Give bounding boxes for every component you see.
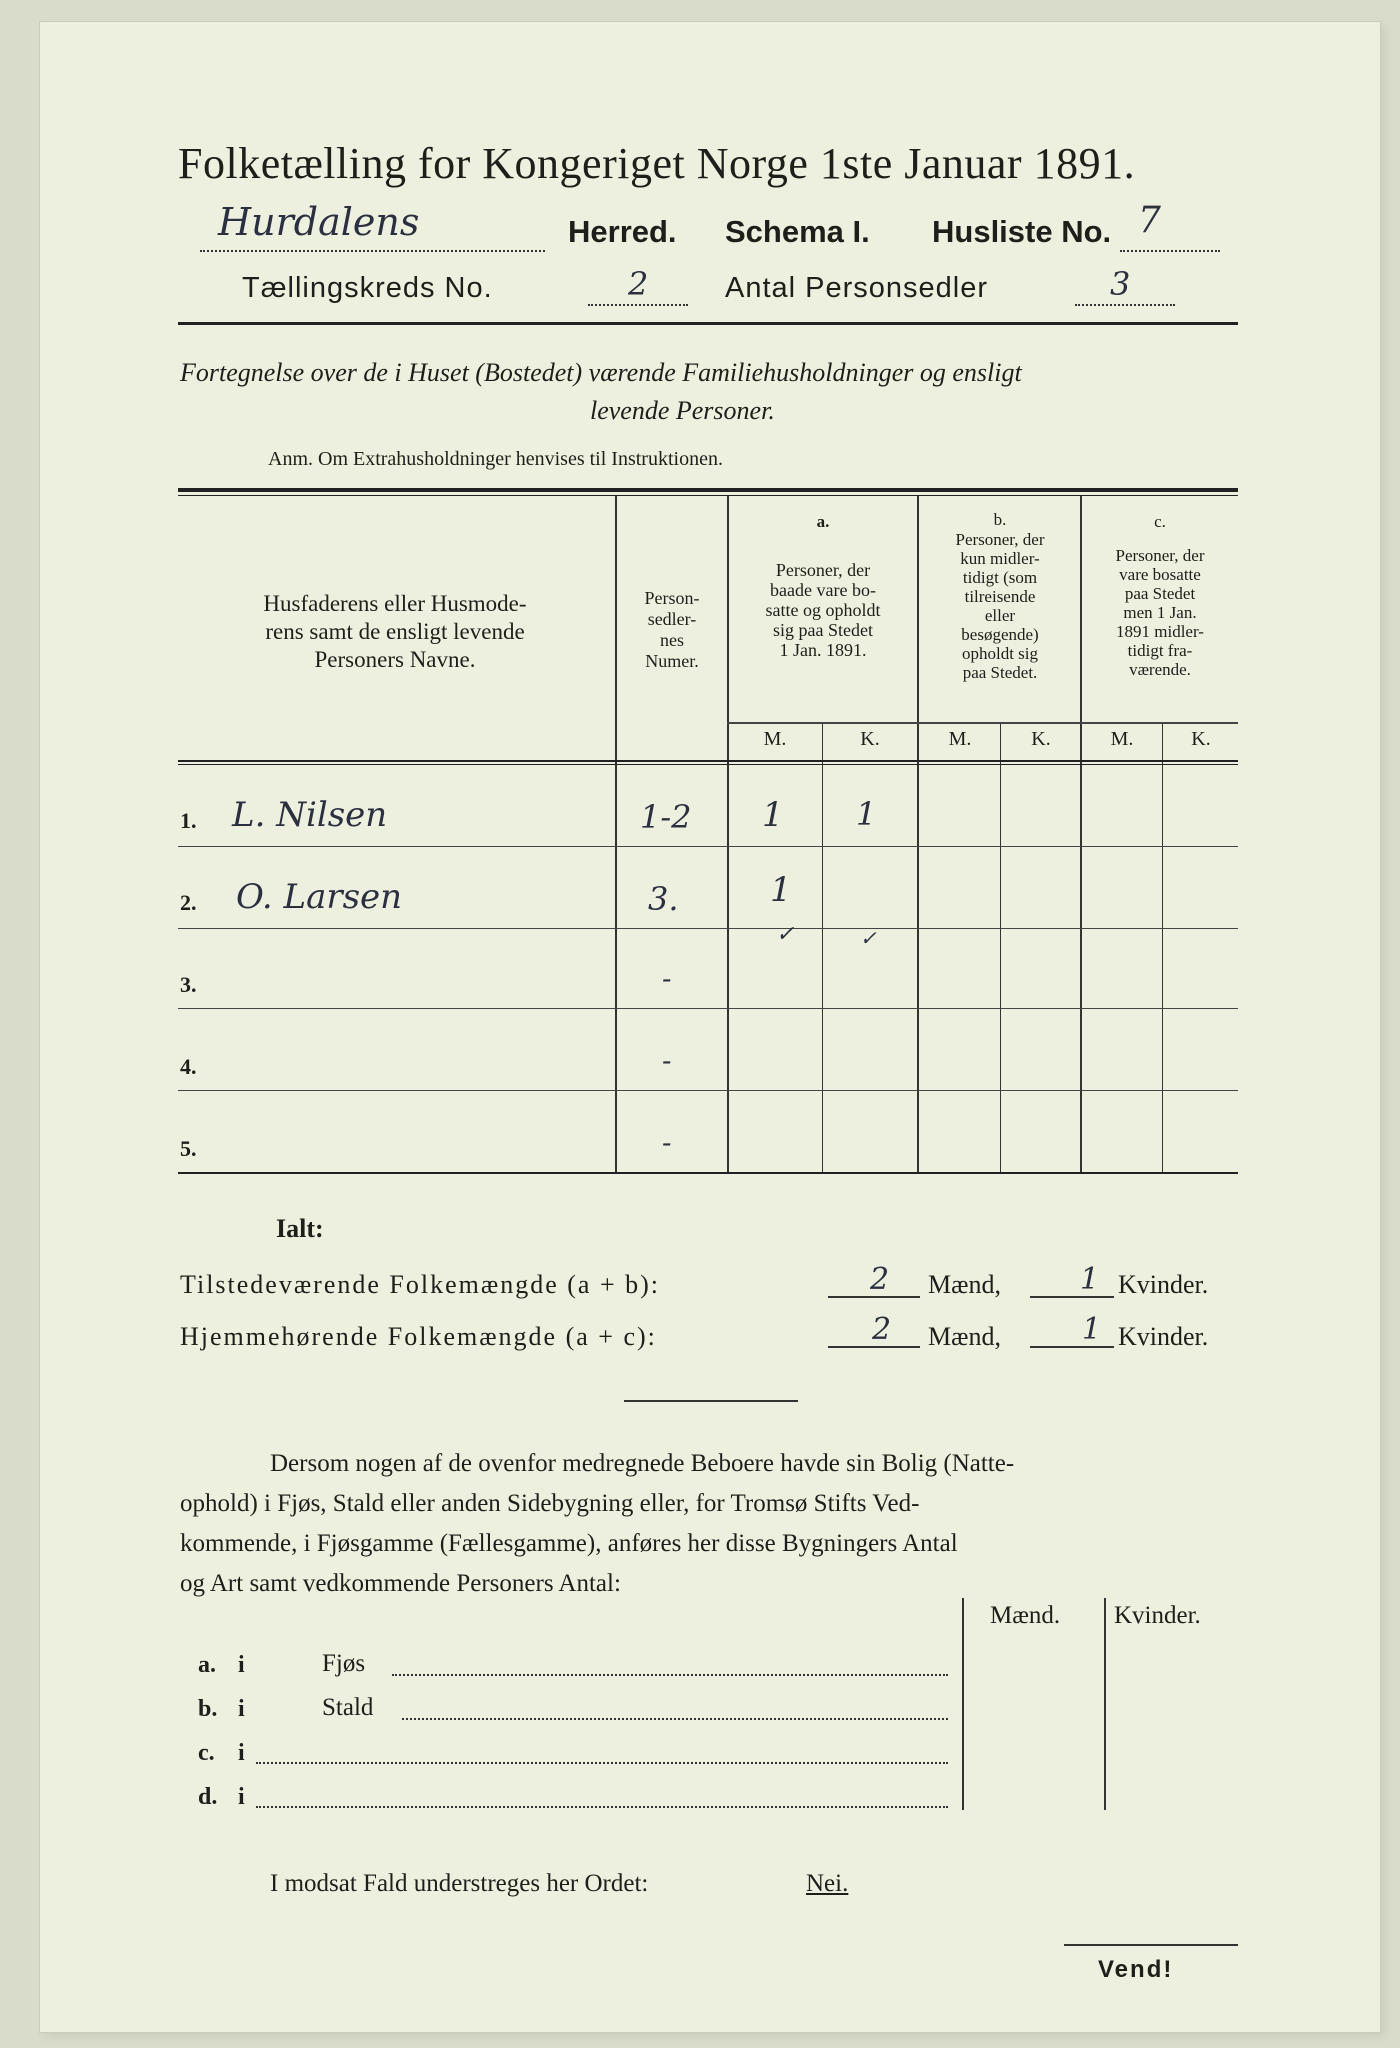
row-a-m: 1 — [770, 870, 792, 910]
anm-note: Anm. Om Extrahusholdninger henvises til Instruktionen. — [268, 448, 723, 470]
hjemme-kvinder-value: 1 — [1082, 1312, 1102, 1347]
row-person-numbers: 3. — [648, 880, 679, 918]
tilstede-kvinder-value: 1 — [1080, 1262, 1100, 1297]
buildings-maend-header: Mænd. — [990, 1602, 1061, 1629]
col-divider-a — [917, 496, 919, 1172]
building-item-i: i — [238, 1740, 245, 1766]
col-c-header: Personer, der vare bosatte paa Stedet men 1 Jan. 1891 midler- tidigt fra- værende. — [1115, 546, 1205, 679]
col-divider-c-mk — [1162, 724, 1163, 1172]
intro-line-2: levende Personer. — [590, 396, 775, 425]
check-mark: ✓ — [776, 922, 795, 947]
row-number: 4. — [180, 1054, 197, 1079]
col-a-header: Personer, der baade vare bo- satte og opholdt sig paa Stedet 1 Jan. 1891. — [765, 560, 881, 660]
tilstede-maend-label: Mænd, — [928, 1270, 1001, 1299]
building-item-letter: c. — [198, 1740, 215, 1766]
col-divider-num — [727, 496, 729, 1172]
buildings-para-line-3: kommende, i Fjøsgamme (Fællesgamme), anføres her disse Bygningers Antal — [180, 1530, 958, 1557]
header-bottom-rule — [178, 760, 1238, 762]
building-item-i: i — [238, 1652, 245, 1678]
schema-label: Schema I. — [725, 214, 870, 249]
kreds-handwritten: 2 — [628, 265, 649, 303]
row-person-numbers: - — [662, 1126, 672, 1159]
building-item-letter: d. — [198, 1784, 218, 1810]
row-number: 1. — [180, 808, 197, 833]
buildings-col-divider-1 — [962, 1598, 964, 1810]
row-a-k: 1 — [856, 795, 877, 833]
a-k-label: K. — [860, 728, 880, 750]
building-item-label: Stald — [322, 1694, 374, 1721]
building-item-letter: a. — [198, 1652, 216, 1678]
col-divider-a-mk — [822, 724, 823, 1172]
antal-handwritten: 3 — [1110, 265, 1131, 303]
herred-dotted-line — [200, 248, 545, 252]
form-title: Folketælling for Kongeriget Norge 1ste Januar 1891. — [178, 139, 1136, 188]
a-m-label: M. — [763, 728, 787, 750]
husliste-handwritten: 7 — [1138, 200, 1161, 241]
section-divider — [624, 1400, 798, 1402]
nei-word: Nei. — [806, 1870, 849, 1897]
buildings-col-divider-2 — [1104, 1598, 1106, 1810]
mk-top-rule — [727, 722, 1238, 724]
row-line-3 — [178, 1008, 1238, 1009]
col-b-letter: b. — [993, 510, 1007, 529]
buildings-para-line-4: og Art samt vedkommende Personers Antal: — [180, 1570, 621, 1597]
building-item-dots — [392, 1672, 948, 1676]
col-b-header: Personer, der kun midler- tidigt (som tilreisende eller besøgende) opholdt sig paa Stedet. — [955, 530, 1045, 682]
b-m-label: M. — [948, 728, 972, 750]
row-name: L. Nilsen — [232, 795, 388, 835]
row-number: 2. — [180, 890, 197, 915]
b-k-label: K. — [1031, 728, 1051, 750]
building-item-letter: b. — [198, 1696, 218, 1722]
col-divider-names — [615, 496, 617, 1172]
col-c-letter: c. — [1154, 512, 1166, 531]
building-item-i: i — [238, 1696, 245, 1722]
check-mark: ✓ — [860, 926, 877, 950]
vend-rule — [1064, 1944, 1238, 1946]
row-a-m: 1 — [762, 795, 784, 835]
row-number: 3. — [180, 972, 197, 997]
nei-line: I modsat Fald understreges her Ordet: — [270, 1870, 649, 1897]
row-line-1 — [178, 846, 1238, 847]
building-item-label: Fjøs — [322, 1650, 366, 1677]
hjemme-label: Hjemmehørende Folkemængde (a + c): — [180, 1322, 657, 1351]
tilstede-label: Tilstedeværende Folkemængde (a + b): — [180, 1270, 660, 1299]
row-person-numbers: - — [662, 1044, 672, 1077]
row-line-2 — [178, 928, 1238, 929]
intro-line-1: Fortegnelse over de i Huset (Bostedet) værende Familiehusholdninger og ensligt — [180, 358, 1022, 387]
c-m-label: M. — [1110, 728, 1134, 750]
buildings-para-line-1: Dersom nogen af de ovenfor medregnede Beboere havde sin Bolig (Natte- — [270, 1450, 1015, 1477]
col-divider-b-mk — [1000, 724, 1001, 1172]
row-person-numbers: - — [662, 962, 672, 995]
husliste-dotted-line — [1120, 248, 1220, 252]
c-k-label: K. — [1191, 728, 1211, 750]
herred-label: Herred. — [568, 214, 677, 249]
table-bottom-rule — [178, 1172, 1238, 1174]
building-item-dots — [256, 1760, 948, 1764]
row-person-numbers: 1-2 — [640, 798, 692, 836]
antal-label: Antal Personsedler — [725, 272, 989, 304]
hjemme-k-line — [1030, 1346, 1114, 1348]
ialt-label: Ialt: — [276, 1214, 324, 1243]
table-top-rule — [178, 488, 1238, 492]
col-a-letter: a. — [816, 512, 830, 531]
tilstede-kvinder-label: Kvinder. — [1118, 1270, 1209, 1299]
row-name: O. Larsen — [236, 877, 403, 917]
vend-label: Vend! — [1098, 1956, 1174, 1983]
tilstede-maend-value: 2 — [870, 1262, 890, 1297]
building-item-dots — [256, 1804, 948, 1808]
header-rule — [178, 322, 1238, 325]
row-number: 5. — [180, 1136, 197, 1161]
kreds-label: Tællingskreds No. — [242, 272, 493, 304]
col-num-header: Person- sedler- nes Numer. — [644, 588, 700, 671]
header-bottom-rule-thin — [178, 764, 1238, 765]
table-top-rule-thin — [178, 495, 1238, 496]
hjemme-kvinder-label: Kvinder. — [1118, 1322, 1209, 1351]
husliste-label: Husliste No. — [932, 214, 1112, 249]
col-names-header: Husfaderens eller Husmode- rens samt de ensligt levende Personers Navne. — [263, 591, 527, 672]
row-line-4 — [178, 1090, 1238, 1091]
buildings-para-line-2: ophold) i Fjøs, Stald eller anden Sidebygning eller, for Tromsø Stifts Ved- — [180, 1490, 920, 1517]
hjemme-maend-label: Mænd, — [928, 1322, 1001, 1351]
hjemme-maend-value: 2 — [872, 1312, 892, 1347]
tilstede-k-line — [1030, 1296, 1114, 1298]
building-item-dots — [402, 1716, 948, 1720]
herred-handwritten: Hurdalens — [218, 200, 420, 244]
building-item-i: i — [238, 1784, 245, 1810]
buildings-kvinder-header: Kvinder. — [1114, 1602, 1201, 1629]
